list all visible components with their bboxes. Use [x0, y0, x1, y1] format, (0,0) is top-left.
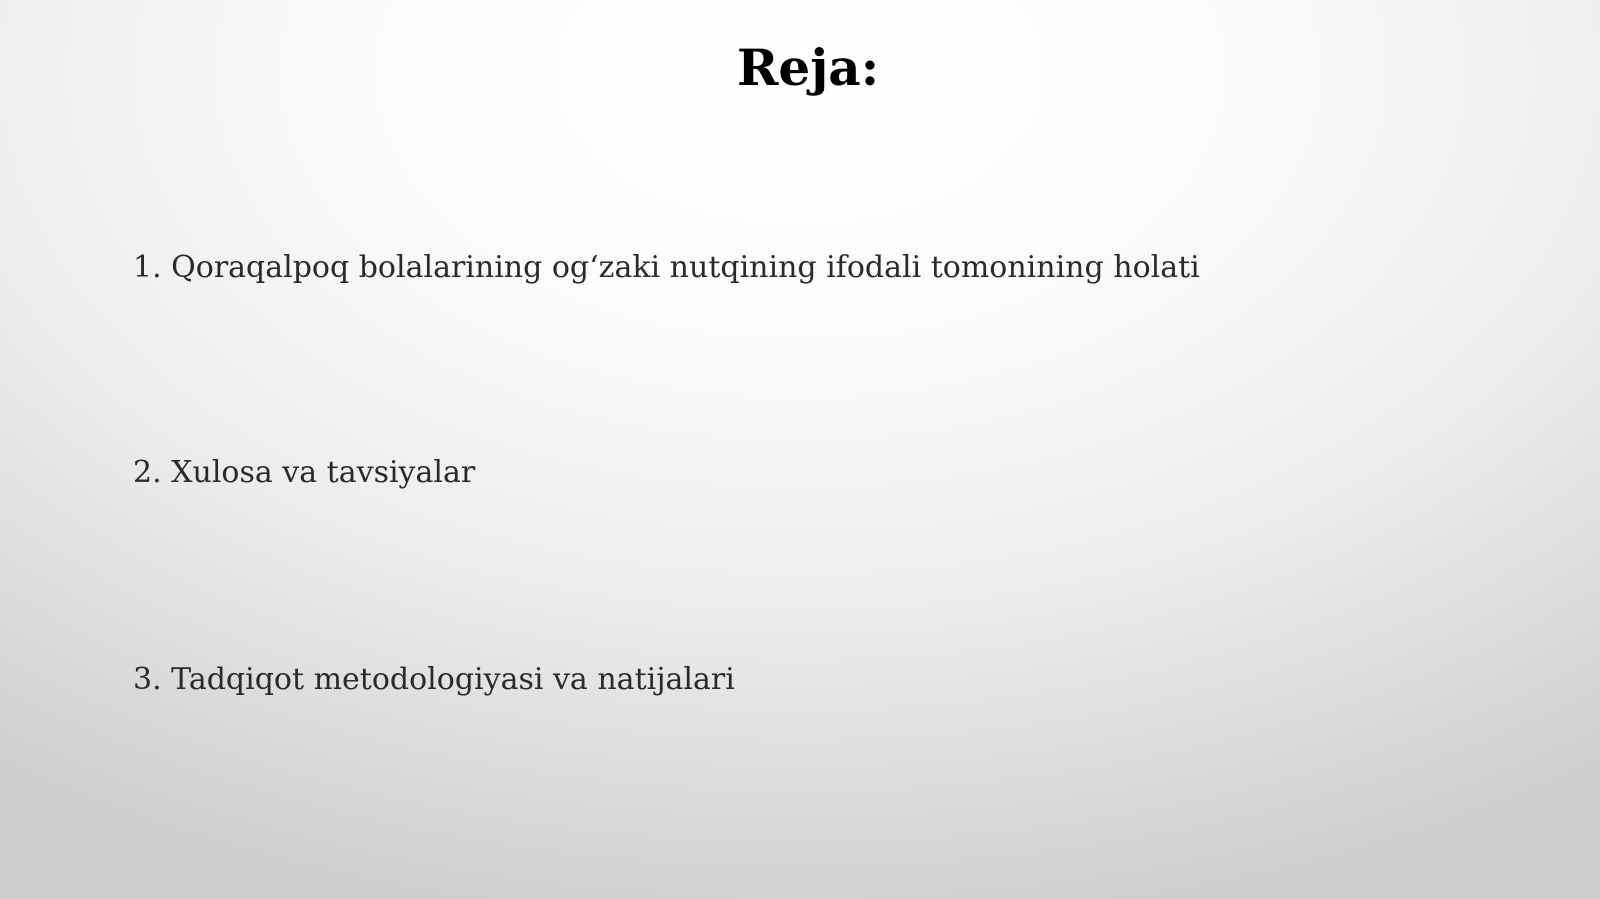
plan-item-1: 1. Qoraqalpoq bolalarining og‘zaki nutqining ifodali tomonining holati — [133, 250, 1200, 285]
slide-title: Reja: — [736, 38, 880, 97]
plan-item-3: 3. Tadqiqot metodologiyasi va natijalari — [133, 662, 735, 697]
plan-item-2: 2. Xulosa va tavsiyalar — [133, 455, 476, 490]
